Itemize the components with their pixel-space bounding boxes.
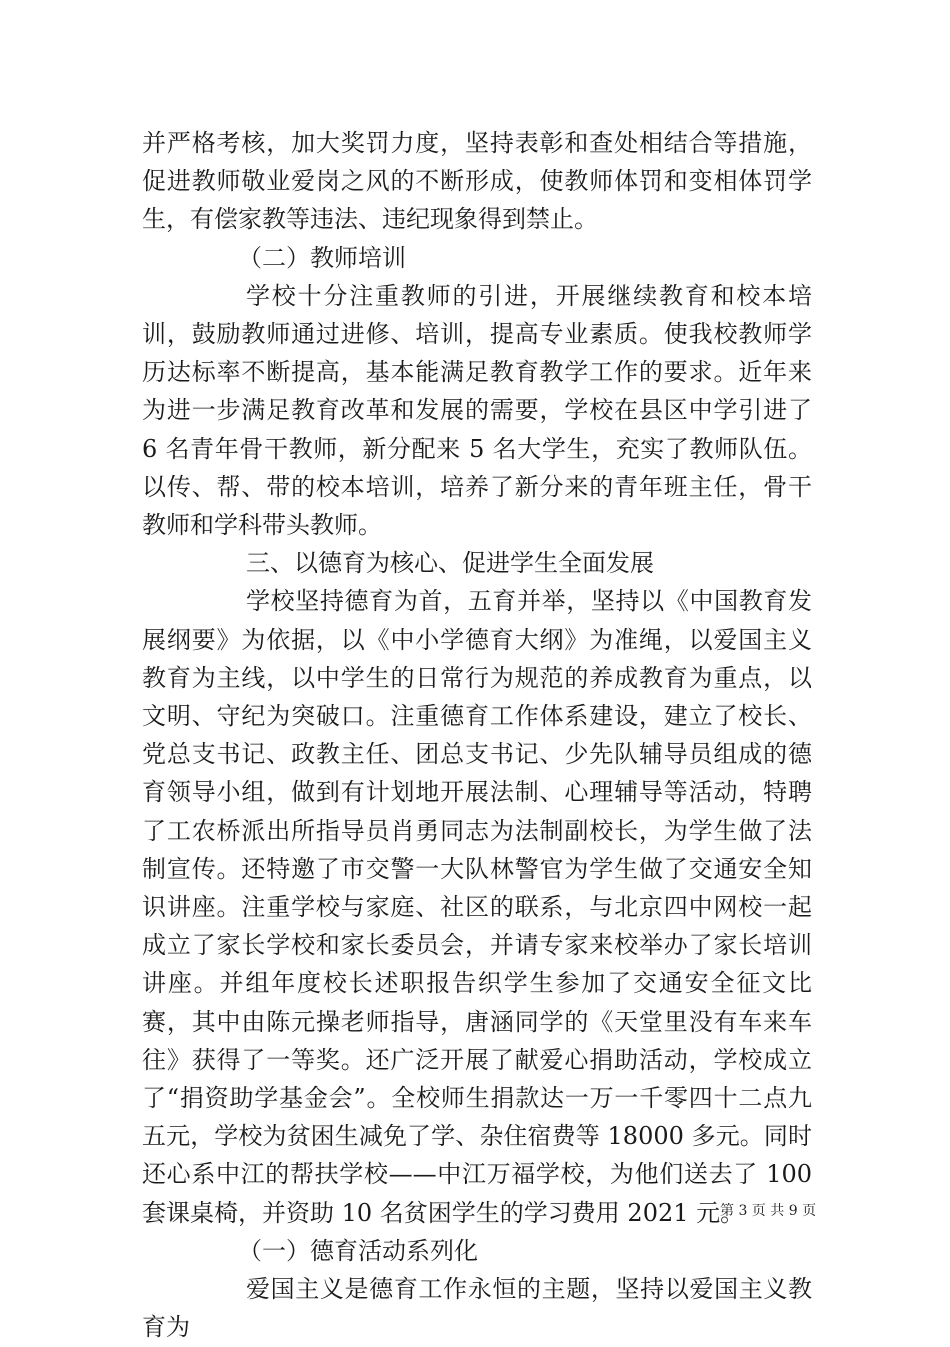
- page-number: 第 3 页 共 9 页: [720, 1203, 817, 1219]
- section-heading-moral-activities: （一）德育活动系列化: [238, 1236, 478, 1265]
- section-heading-teacher-training: （二）教师培训: [238, 243, 406, 272]
- section-heading-moral-education: 三、以德育为核心、促进学生全面发展: [246, 549, 654, 578]
- paragraph-moral-education: 学校坚持德育为首，五育并举，坚持以《中国教育发展纲要》为依据，以《中小学德育大纲》为准绳，以爱国主义教育为主线，以中学生的日常行为规范的养成教育为重点，以文明、守纪为突破口。注重德育工作体系建设，建立了校长、党总支书记、政教主任、团总支书记、少先队辅导员组成的德育领导小组，做到有计划地开展法制、心理辅导等活动，特聘了工农桥派出所指导员肖勇同志为法制副校长，为学生做了法制宣传。还特邀了市交警一大队林警官为学生做了交通安全知识讲座。注重学校与家庭、社区的联系，与北京四中网校一起成立了家长学校和家长委员会，并请专家来校举办了家长培训讲座。并组年度校长述职报告织学生参加了交通安全征文比赛，其中由陈元操老师指导，唐涵同学的《天堂里没有车来车往》获得了一等奖。还广泛开展了献爱心捐助活动，学校成立了“捐资助学基金会”。全校师生捐款达一万一千零四十二点九五元，学校为贫困生减免了学、杂住宿费等 18000 多元。同时还心系中江的帮扶学校——中江万福学校，为他们送去了 100 套课桌椅，并资助 10 名贫困学生的学习费用 2021 元。: [142, 587, 812, 1227]
- paragraph-teacher-training: 学校十分注重教师的引进，开展继续教育和校本培训，鼓励教师通过进修、培训，提高专业素质。使我校教师学历达标率不断提高，基本能满足教育教学工作的要求。近年来为进一步满足教育改革和发展的需要，学校在县区中学引进了 6 名青年骨干教师，新分配来 5 名大学生，充实了教师队伍。以传、帮、带的校本培训，培养了新分来的青年班主任，骨干教师和学科带头教师。: [142, 281, 812, 540]
- paragraph-continuation: 并严格考核，加大奖罚力度，坚持表彰和查处相结合等措施，促进教师敬业爱岗之风的不断形成，使教师体罚和变相体罚学生，有偿家教等违法、违纪现象得到禁止。: [142, 129, 812, 234]
- paragraph-patriotism: 爱国主义是德育工作永恒的主题，坚持以爱国主义教育为: [142, 1275, 812, 1342]
- document-body: [142, 124, 812, 1347]
